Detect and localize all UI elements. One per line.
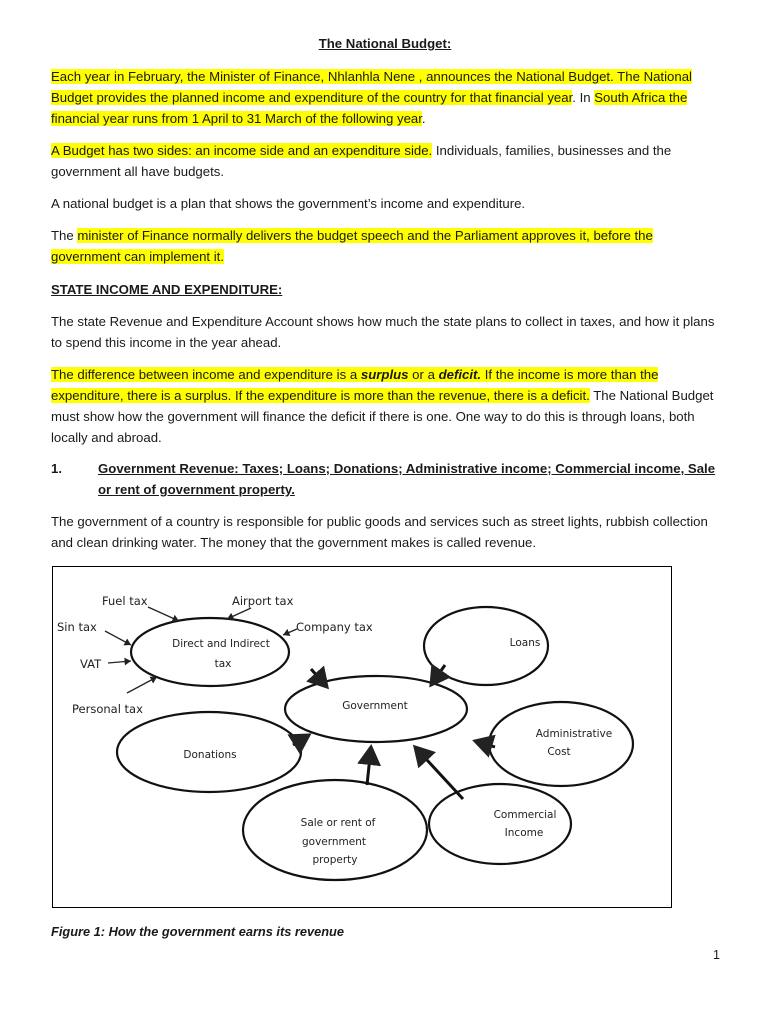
node-sale-label-line2: government: [301, 836, 367, 848]
paragraph-public-goods: The government of a country is responsible for public goods and services such as street lights, rubbish collection and clean drinking water. The money that the government makes is called revenue.: [51, 514, 708, 550]
text: The: [51, 228, 78, 243]
paragraph-revenue-account: The state Revenue and Expenditure Account shows how much the state plans to collect in taxes, and how it plans to spend this income in the year ahead.: [51, 314, 715, 350]
node-admin-label-line1: Administrative: [535, 728, 613, 740]
highlight: South Africa the financial year runs from 1 April to 31 March of the following year: [51, 90, 688, 126]
text: .: [421, 111, 426, 126]
paragraph-minister: [51, 225, 719, 267]
list-text: Government Revenue: Taxes; Loans; Donations; Administrative income; Commercial income, Sale or rent of government property.: [98, 461, 716, 497]
text: The National Budget must show how the government will finance the deficit if there is one. One way to do this is through loans, both locally and abroad.: [51, 388, 714, 445]
node-tax-label-line1: Direct and Indirect: [172, 638, 270, 650]
node-admin-label-line2: Cost: [547, 746, 571, 758]
label-company-tax: Company tax: [296, 620, 373, 634]
highlight: If the income is more than the expenditure, there is a surplus. If the expenditure is more than the revenue, there is a deficit.: [51, 367, 659, 403]
node-commercial-ellipse: [429, 784, 571, 864]
label-vat: VAT: [80, 657, 102, 671]
node-sale-label-line1: Sale or rent of: [300, 817, 376, 829]
term-surplus: surplus: [360, 367, 409, 382]
node-admin-ellipse: [489, 702, 633, 786]
paragraph-surplus-deficit: [51, 364, 719, 448]
text: . In: [572, 90, 595, 105]
list-number: 1.: [51, 461, 62, 476]
label-personal-tax: Personal tax: [72, 702, 143, 716]
node-loans-label: Loans: [509, 637, 541, 649]
node-government-label: Government: [342, 700, 408, 712]
page-title: The National Budget:: [318, 36, 452, 51]
highlight: Each year: [51, 69, 111, 84]
highlight: A Budget has two sides: an income side and an expenditure side.: [51, 143, 433, 158]
figure-caption: Figure 1: How the government earns its revenue: [51, 924, 344, 939]
highlight: minister of Finance normally delivers the budget speech and the Parliament approves it, before the government can implement it.: [51, 228, 653, 264]
paragraph-budget-sides: [51, 140, 719, 182]
highlight: or a: [408, 367, 439, 382]
highlight: in February, the Minister of Finance, Nhlanhla Nene , announces the National Budget. The National: [110, 69, 692, 84]
node-tax-ellipse: [131, 618, 289, 686]
paragraph-intro: [51, 66, 719, 129]
node-donations-label: Donations: [183, 749, 237, 761]
paragraph-definition: A national budget is a plan that shows the government’s income and expenditure.: [51, 196, 526, 211]
node-tax-label-line2: tax: [214, 658, 232, 670]
label-sin-tax: Sin tax: [57, 620, 97, 634]
node-commercial-label-line2: Income: [504, 827, 544, 839]
highlight: Budget provides the planned income and expenditure of the country for that financial year: [51, 90, 573, 105]
label-airport-tax: Airport tax: [232, 594, 294, 608]
term-deficit: deficit.: [438, 367, 482, 382]
node-sale-label-line3: property: [312, 854, 358, 866]
label-fuel-tax: Fuel tax: [102, 594, 148, 608]
highlight: The difference between income and expenditure is a: [51, 367, 361, 382]
node-commercial-label-line1: Commercial: [493, 809, 557, 821]
section-heading: STATE INCOME AND EXPENDITURE:: [51, 282, 283, 297]
revenue-diagram: [52, 566, 672, 908]
text: Individuals, families, businesses and the government all have budgets.: [51, 143, 672, 179]
page-number: 1: [713, 948, 720, 962]
